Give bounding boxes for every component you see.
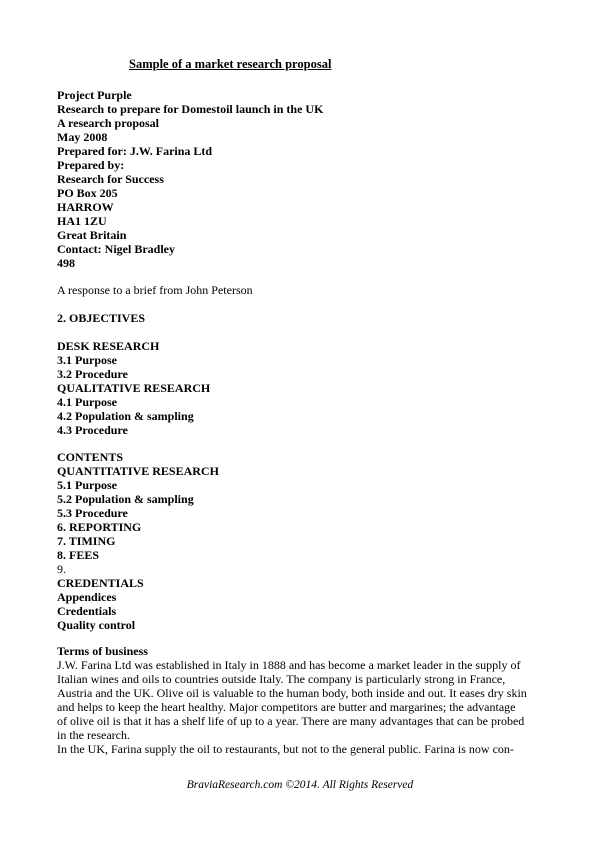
contents-line: 5.2 Population & sampling (57, 492, 194, 506)
header-line: A research proposal (57, 116, 160, 130)
contents-line: 9. (57, 562, 66, 576)
section-line: QUALITATIVE RESEARCH (57, 381, 211, 395)
section-line: 4.1 Purpose (57, 395, 117, 409)
contents-line: 5.1 Purpose (57, 478, 117, 492)
terms-of-business-section (57, 644, 557, 756)
paragraph-line: Italian wines and oils to countries outside Italy. The company is particularly strong in France, (57, 672, 506, 686)
header-line: Contact: Nigel Bradley (57, 242, 175, 256)
contents-section (57, 450, 557, 632)
header-line: HARROW (57, 200, 114, 214)
contents-line: CREDENTIALS (57, 576, 144, 590)
contents-line: Appendices (57, 590, 117, 604)
paragraph-line: in the research. (57, 728, 130, 742)
response-note (57, 283, 557, 297)
header-line: PO Box 205 (57, 186, 118, 200)
copyright-footer: BraviaResearch.com ©2014. All Rights Reserved (186, 779, 414, 791)
paragraph-line: J.W. Farina Ltd was established in Italy in 1888 and has become a market leader in the supply of (57, 658, 521, 672)
contents-line: Quality control (57, 618, 136, 632)
objectives-section (57, 311, 557, 325)
header-line: Project Purple (57, 88, 132, 102)
section-line: 4.2 Population & sampling (57, 409, 194, 423)
objectives-heading: 2. OBJECTIVES (57, 311, 146, 325)
paragraph-line: In the UK, Farina supply the oil to restaurants, but not to the general public. Farina is now con- (57, 742, 514, 756)
header-line: 498 (57, 256, 75, 270)
desk-research-section (57, 339, 557, 437)
contents-line: 8. FEES (57, 548, 100, 562)
terms-heading: Terms of business (57, 644, 148, 658)
section-line: 3.1 Purpose (57, 353, 117, 367)
response-line: A response to a brief from John Peterson (57, 283, 253, 297)
header-line: Prepared by: (57, 158, 125, 172)
contents-line: QUANTITATIVE RESEARCH (57, 464, 219, 478)
section-line: 4.3 Procedure (57, 423, 128, 437)
proposal-header (57, 88, 557, 270)
contents-line: 6. REPORTING (57, 520, 142, 534)
header-line: Great Britain (57, 228, 127, 242)
header-line: Research to prepare for Domestoil launch in the UK (57, 102, 324, 116)
header-line: HA1 1ZU (57, 214, 107, 228)
paragraph-line: Austria and the UK. Olive oil is valuable to the human body, both inside and out. It eases dry skin (57, 686, 527, 700)
header-line: May 2008 (57, 130, 108, 144)
header-line: Research for Success (57, 172, 164, 186)
document-title: Sample of a market research proposal (129, 57, 332, 71)
contents-line: 7. TIMING (57, 534, 116, 548)
header-line: Prepared for: J.W. Farina Ltd (57, 144, 213, 158)
paragraph-line: of olive oil is that it has a shelf life of up to a year. There are many advantages that can be probed (57, 714, 525, 728)
section-line: DESK RESEARCH (57, 339, 160, 353)
contents-line: CONTENTS (57, 450, 124, 464)
paragraph-line: and helps to keep the heart healthy. Major competitors are butter and margarines; the advantage (57, 700, 516, 714)
section-line: 3.2 Procedure (57, 367, 128, 381)
contents-line: 5.3 Procedure (57, 506, 128, 520)
contents-line: Credentials (57, 604, 117, 618)
